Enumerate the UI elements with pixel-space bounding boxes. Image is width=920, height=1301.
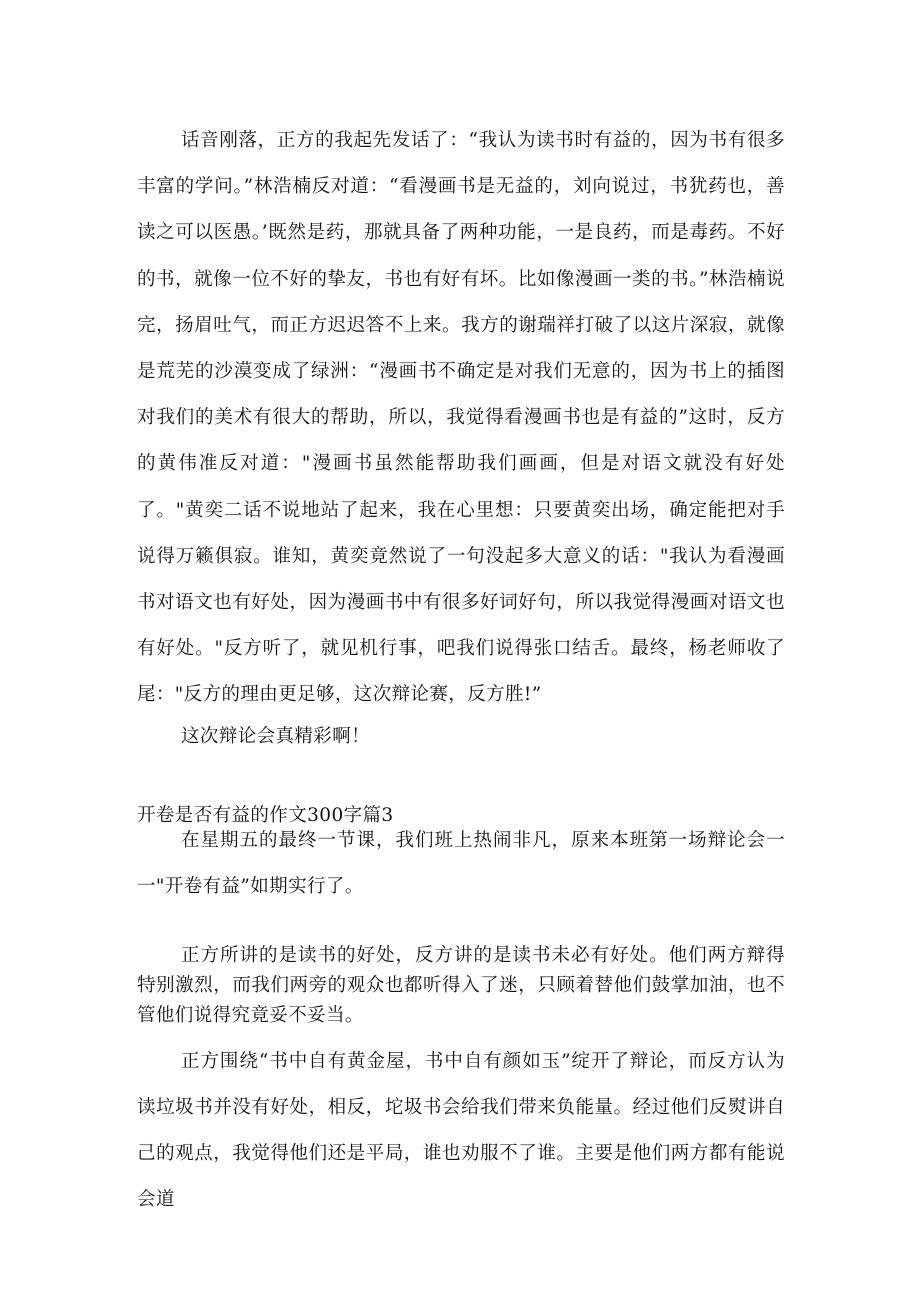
paragraph-intro: 在星期五的最终一节课，我们班上热闹非凡，原来本班第一场辩论会一一"开卷有益”如期实行了。 — [137, 830, 785, 897]
paragraph-debate-exchange: 话音刚落，正方的我起先发话了：“我认为读书时有益的，因为书有很多丰富的学问。”林浩楠反对道：“看漫画书是无益的，刘向说过，书犹药也，善读之可以医愚。’既然是药，那就具备了两种功能，一是良药，而是毒药。不好的书，就像一位不好的挚友，书也有好有坏。比如像漫画一类的书。”林浩楠说完，扬眉吐气，而正方迟迟答不上来。我方的谢瑞祥打破了以这片深寂，就像是荒芜的沙漠变成了绿洲：“漫画书不确定是对我们无意的，因为书上的插图对我们的美术有很大的帮助，所以，我觉得看漫画书也是有益的”这时，反方的黄伟准反对道："漫画书虽然能帮助我们画画，但是对语文就没有好处了。"黄奕二话不说地站了起来，我在心里想：只要黄奕出场，确定能把对手说得万籁俱寂。谁知，黄奕竟然说了一句没起多大意义的话："我认为看漫画书对语文也有好处，因为漫画书中有很多好词好句，所以我觉得漫画对语文也有好处。"反方听了，就见机行事，吧我们说得张口结舌。最终，杨老师收了尾："反方的理由更足够，这次辩论赛，反方胜!” — [137, 130, 785, 706]
paragraph-sides: 正方所讲的是读书的好处，反方讲的是读书未必有好处。他们两方辩得特别激烈，而我们两旁的观众也都听得入了迷，只顾着替他们鼓掌加油，也不管他们说得究竟妥不妥当。 — [137, 945, 785, 1026]
paragraph-conclusion: 这次辩论会真精彩啊！ — [181, 726, 371, 747]
paragraph-arguments: 正方围绕“书中自有黄金屋，书中自有颜如玉”绽开了辩论，而反方认为读垃圾书并没有好处，相反，坨圾书会给我们带来负能量。经过他们反熨讲自己的观点，我觉得他们还是平局，谁也劝服不了谁。主要是他们两方都有能说会道 — [137, 1051, 785, 1210]
section-heading: 开卷是否有益的作文300字篇3 — [137, 805, 394, 826]
